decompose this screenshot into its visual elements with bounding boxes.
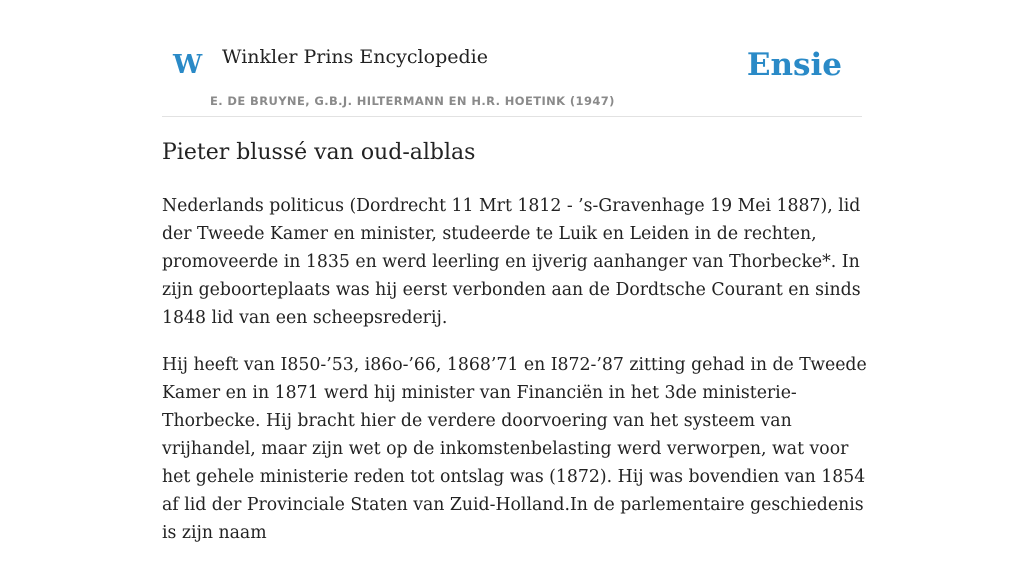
article-title: Pieter blussé van oud-alblas xyxy=(162,140,476,165)
winkler-prins-logo-icon: W xyxy=(173,50,203,80)
source-header xyxy=(162,30,862,117)
book-title[interactable]: Winkler Prins Encyclopedie xyxy=(222,46,488,68)
article-paragraph-2: Hij heeft van I850-’53, i86o-’66, 1868’71 en I872-’87 zitting gehad in de Tweede Kamer en in 1871 werd hij minister van Financiën in het 3de ministerie-Thorbecke. Hij bracht hier de verdere doorvoering van het systeem van vrijhandel, maar zijn wet op de inkomstenbelasting werd verworpen, wat voor het gehele ministerie reden tot ontslag was (1872). Hij was bovendien van 1854 af lid der Provinciale Staten van Zuid-Holland.In de parlementaire geschiedenis is zijn naam xyxy=(162,355,867,543)
book-authors: E. DE BRUYNE, G.B.J. HILTERMANN EN H.R. HOETINK (1947) xyxy=(210,94,615,108)
article-paragraph-1: Nederlands politicus (Dordrecht 11 Mrt 1812 - ’s-Gravenhage 19 Mei 1887), lid der Tweede Kamer en minister, studeerde te Luik en Leiden in de rechten, promoveerde in 1835 en werd leerling en ijverig aanhanger van Thorbecke*. In zijn geboorteplaats was hij eerst verbonden aan de Dordtsche Courant en sinds 1848 lid van een scheepsrederij. xyxy=(162,196,861,328)
ensie-logo[interactable]: Ensie xyxy=(746,47,842,83)
article-body xyxy=(162,192,868,566)
